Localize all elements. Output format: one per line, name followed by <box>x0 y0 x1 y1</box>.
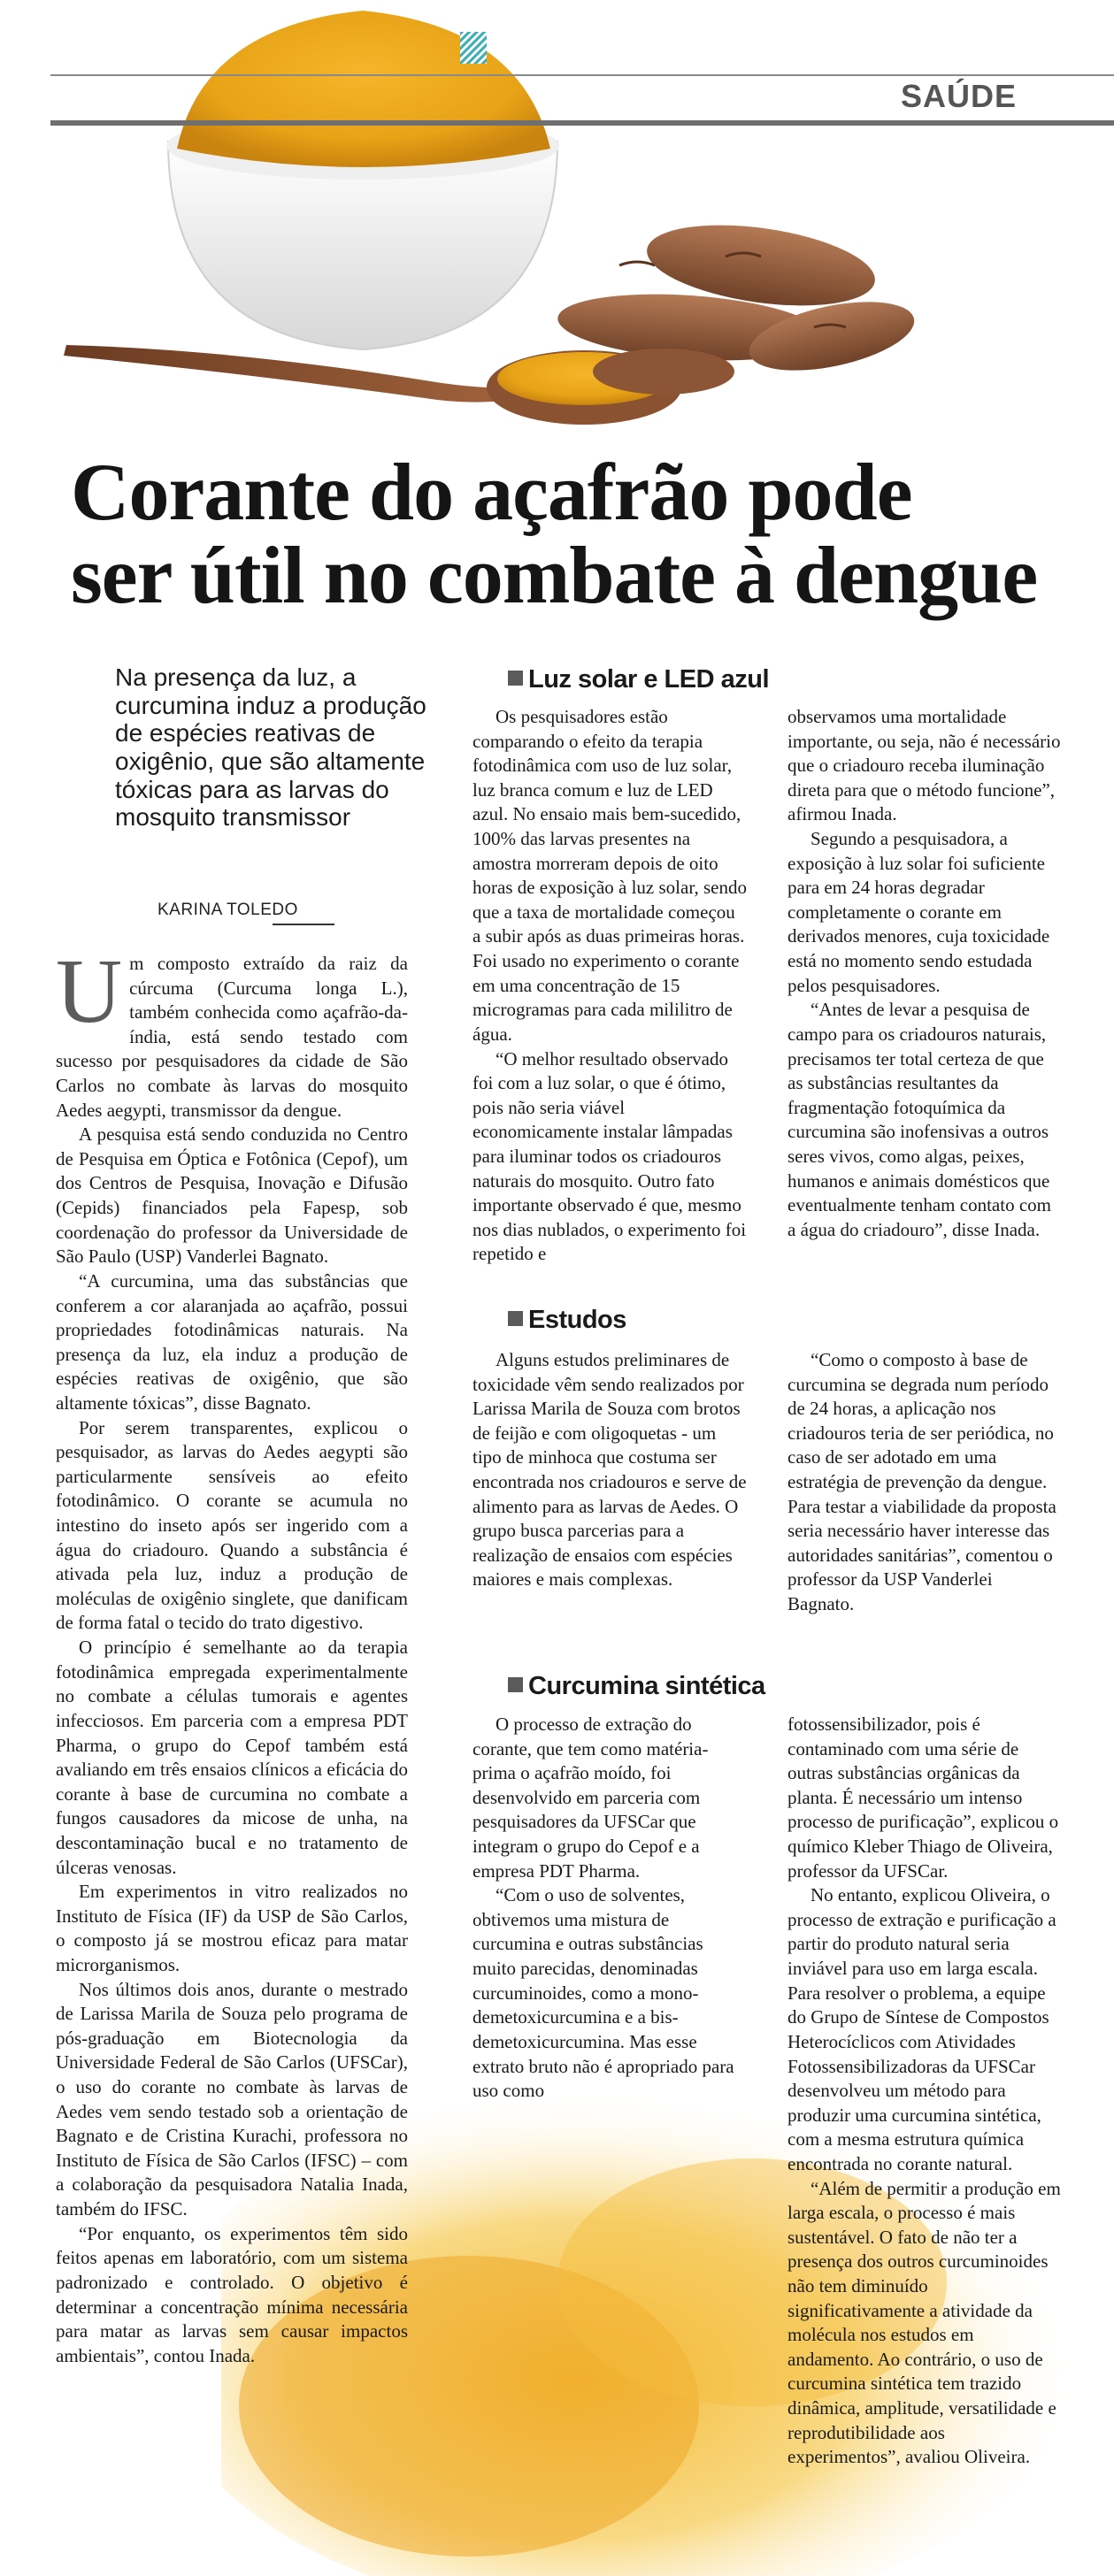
paragraph: fotossensibilizador, pois é contaminado com uma série de outras substâncias orgânicas da planta. É necessário um intenso processo de purificação”, explicou o químico Kleber Thiago de Oliveira, professor da UFSCar. <box>787 1714 1059 1882</box>
paragraph: A pesquisa está sendo conduzida no Centro de Pesquisa em Óptica e Fotônica (Cepof), um dos Centros de Pesquisa, Inovação e Difusão (Cepids) financiados pela Fapesp, sob coordenação do professor da Universidade de São Paulo (USP) Vanderlei Bagnato. <box>56 1123 408 1268</box>
subhead-estudos: Estudos <box>508 1306 626 1335</box>
square-bullet-icon <box>508 1677 523 1692</box>
paragraph: Em experimentos in vitro realizados no Instituto de Física (IF) da USP de São Carlos, o composto já se mostrou eficaz para matar microrganismos. <box>56 1881 408 1975</box>
estudos-column-1 <box>472 1348 747 1592</box>
headline <box>71 447 1097 620</box>
paragraph: “Por enquanto, os experimentos têm sido feitos apenas em laboratório, com um sistema padronizado e controlado. O objetivo é determinar a concentração mínima necessária para matar as larvas sem causar impactos ambientais”, contou Inada. <box>56 2222 408 2366</box>
paragraph: Um composto extraído da raiz da cúrcuma (Curcuma longa L.), também conhecida como açafrão-da-índia, está sendo testado com sucesso por pesquisadores da cidade de São Carlos no combate às larvas do mosquito Aedes aegypti, transmissor da dengue. <box>56 940 408 1121</box>
paragraph: Segundo a pesquisadora, a exposição à luz solar foi suficiente para em 24 horas degradar completamente o corante em derivados menores, cuja toxicidade está no momento sendo estudada pelos pesquisadores. <box>787 828 1050 996</box>
subhead-luz-solar: Luz solar e LED azul <box>508 665 769 694</box>
paragraph: “Como o composto à base de curcumina se degrada num período de 24 horas, a aplicação nos criadouros teria de ser periódica, no caso de ser adotado em uma estratégia de prevenção da dengue. Para testar a viabilidade da proposta seria necessário haver interesse das autoridades sanitárias”, comentou o professor da USP Vanderlei Bagnato. <box>787 1349 1056 1615</box>
paragraph: Nos últimos dois anos, durante o mestrado de Larissa Marila de Souza pelo programa de pós-graduação em Biotecnologia da Universidade Federal de São Carlos (UFSCar), o uso do corante no combate às larvas de Aedes vem sendo testado sob a orientação de Bagnato e de Cristina Kurachi, professora no Instituto de Física de São Carlos (IFSC) – com a colaboração da pesquisadora Natalia Inada, também do IFSC. <box>56 1978 408 2220</box>
luz-column-2 <box>787 705 1062 1242</box>
paragraph: O princípio é semelhante ao da terapia fotodinâmica empregada experimentalmente no combate a células tumorais e agentes infecciosos. Em parceria com a empresa PDT Pharma, o grupo do Cepof também está avaliando em três ensaios clínicos a eficácia do corante à base de curcumina no combate a fungos causadores da micose de unha, na descontaminação bucal e no tratamento de úlceras venosas. <box>56 1637 408 1878</box>
paragraph: “Antes de levar a pesquisa de campo para os criadouros naturais, precisamos ter total certeza de que as substâncias resultantes da fragmentação fotoquímica da curcumina são inofensivas a outros seres vivos, como algas, peixes, humanos e animais domésticos que eventualmente tenham contato com a água do criadouro”, disse Inada. <box>787 999 1051 1240</box>
paragraph: Por serem transparentes, explicou o pesquisador, as larvas do Aedes aegypti são particularmente sensíveis ao efeito fotodinâmico. O corante se acumula no intestino do inseto após ser ingerido com a água do criadouro. Quando a substância é ativada pela luz, induz a produção de moléculas de oxigênio singlete, que danificam de forma fatal o tecido do trato digestivo. <box>56 1416 408 1634</box>
top-rule <box>50 74 1114 76</box>
byline-rule <box>273 924 334 925</box>
paragraph: O processo de extração do corante, que tem como matéria-prima o açafrão moído, foi desenvolvido em parceria com pesquisadores da UFSCar que integram o grupo do Cepof e a empresa PDT Pharma. <box>472 1714 709 1882</box>
paragraph: “Com o uso de solventes, obtivemos uma mistura de curcumina e outras substâncias muito parecidas, denominadas curcuminoides, como a mono-demetoxicurcumina e a bis-demetoxicurcumina. Mas esse extrato bruto não é apropriado para uso como <box>472 1884 734 2102</box>
paragraph: “O melhor resultado observado foi com a luz solar, o que é ótimo, pois não seria viável economicamente instalar lâmpadas para iluminar todos os criadouros naturais do mosquito. Outro fato importante observado é que, mesmo nos dias nublados, o experimento foi repetido e <box>472 1047 747 1265</box>
paragraph: observamos uma mortalidade importante, ou seja, não é necessário que o criadouro receba iluminação direta para que o método funcione”, afirmou Inada. <box>787 706 1061 825</box>
paragraph: No entanto, explicou Oliveira, o processo de extração e purificação a partir do produto natural seria inviável para uso em larga escala. Para resolver o problema, a equipe do Grupo de Síntese de Compostos Heterocíclicos com Atividades Fotossensibilizadoras da UFSCar desenvolveu um método para produzir uma curcumina sintética, com a mesma estrutura química encontrada no corante natural. <box>787 1884 1056 2174</box>
paragraph: “Além de permitir a produção em larga escala, o processo é mais sustentável. O fato de não ter a presença dos outros curcuminoides não tem diminuído significativamente a atividade da molécula nos estudos em andamento. Ao contrário, o uso de curcumina sintética tem trazido dinâmica, amplitude, versatilidade e reprodutibilidade aos experimentos”, avaliou Oliveira. <box>787 2177 1061 2468</box>
headline-line-1: Corante do açafrão pode <box>71 447 912 537</box>
body-left-column <box>56 940 408 2368</box>
square-bullet-icon <box>508 671 523 686</box>
paragraph: “A curcumina, uma das substâncias que conferem a cor alaranjada ao açafrão, possui propriedades fotodinâmicas naturais. Na presença da luz, ela induz a produção de espécies reativas de oxigênio, que são altamente tóxicas”, disse Bagnato. <box>56 1269 408 1414</box>
headline-line-2: ser útil no combate à dengue <box>71 529 1038 620</box>
paragraph: Alguns estudos preliminares de toxicidade vêm sendo realizados por Larissa Marila de Souza com brotos de feijão e com oligoquetas - um tipo de minhoca que costuma ser encontrada nos criadouros e serve de alimento para as larvas de Aedes. O grupo busca parcerias para a realização de ensaios com espécies maiores e mais complexas. <box>472 1349 747 1591</box>
curcumina-column-2 <box>787 1713 1062 2470</box>
curcumina-column-1 <box>472 1713 747 2104</box>
subhead-curcumina-sintetica: Curcumina sintética <box>508 1672 765 1701</box>
luz-column-1 <box>472 705 747 1267</box>
drop-cap: U <box>56 940 123 1042</box>
square-bullet-icon <box>508 1311 523 1326</box>
paragraph: Os pesquisadores estão comparando o efeito da terapia fotodinâmica com uso de luz solar, luz branca comum e luz de LED azul. No ensaio mais bem-sucedido, 100% das larvas presentes na amostra morreram depois de oito horas de exposição à luz solar, sendo que a taxa de mortalidade começou a subir após as duas primeiras horas. Foi usado no experimento o corante em uma concentração de 15 microgramas para cada mililitro de água. <box>472 706 747 1045</box>
corner-color-mark <box>460 32 487 64</box>
turmeric-bowl-photo <box>53 0 938 460</box>
byline: KARINA TOLEDO <box>157 901 298 919</box>
lede: Na presença da luz, a curcumina induz a produção de espécies reativas de oxigênio, que são altamente tóxicas para as larvas do mosquito transmissor <box>115 663 426 832</box>
section-label: SAÚDE <box>900 78 1017 114</box>
estudos-column-2 <box>787 1348 1062 1617</box>
section-rule <box>50 120 1114 126</box>
